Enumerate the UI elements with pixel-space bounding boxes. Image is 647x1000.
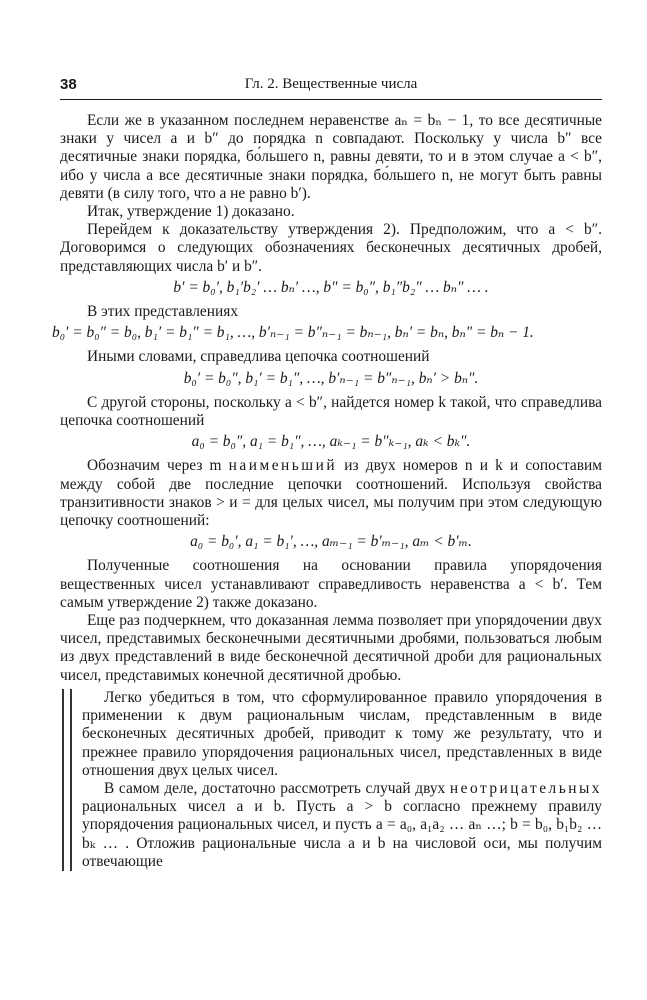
- text-run: Обозначим через m: [87, 457, 229, 475]
- paragraph: Еще раз подчеркнем, что доказанная лемма позволяет при упорядочении двух чисел, представимых бесконечными десятичными дробями, пользоваться любым из двух представлений в виде бесконечной десятичной дроби для рациональных чисел, представимых конечной десятичной дробью.: [60, 612, 602, 684]
- paragraph: Перейдем к доказательству утверждения 2). Предположим, что a < b″. Договоримся о следующих обозначениях бесконечных десятичных дробей, представляющих числа b′ и b″.: [60, 221, 602, 275]
- emphasized-word: наименьший: [228, 457, 338, 475]
- formula: a₀ = b₀″, a₁ = b₁″, …, aₖ₋₁ = b″ₖ₋₁, aₖ < bₖ″.: [191, 433, 471, 451]
- text-run: рациональных чисел a и b. Пусть a > b согласно прежнему правилу упорядочения рациональных чисел, и пусть a = a₀, a₁a₂ … aₙ …; b = b₀, b₁b₂ … bₖ … . Отложив рациональные числа a и b на числовой оси, мы получим отвечающие: [82, 798, 602, 870]
- paragraph: [60, 457, 602, 530]
- header-rule: [60, 99, 602, 100]
- text-run: из двух номеров n и k и сопоставим между собой две последние цепочки соотношений. Используя свойства транзитивности знаков > и = для целых чисел, мы получим при этом следующую цепочку соотношений:: [60, 457, 602, 530]
- small-print-marker: [62, 689, 72, 871]
- formula: b′ = b₀′, b₁′b₂′ … bₙ′ …, b″ = b₀″, b₁″b₂″ … bₙ″ … .: [173, 278, 489, 296]
- emphasized-word: неотрицательных: [449, 779, 602, 797]
- page-number: 38: [60, 76, 77, 93]
- formula: a₀ = b₀′, a₁ = b₁′, …, aₘ₋₁ = b′ₘ₋₁, aₘ < b′ₘ.: [190, 533, 472, 551]
- page-body: [52, 112, 602, 871]
- formula: b₀′ = b₀″, b₁′ = b₁″, …, b′ₙ₋₁ = b″ₙ₋₁, bₙ′ > bₙ″.: [183, 369, 479, 387]
- small-print-paragraph: Легко убедиться в том, что сформулированное правило упорядочения в применении к двум рациональным числам, представленным в виде бесконечных десятичных дробей, приводит к тому же результату, что и прежнее правило упорядочения рациональных чисел, представленных в виде отношения двух целых чисел.: [82, 688, 602, 779]
- chapter-title: Гл. 2. Вещественные числа: [244, 76, 418, 92]
- running-header: [60, 74, 602, 96]
- paragraph: Полученные соотношения на основании правила упорядочения вещественных чисел устанавливают справедливость неравенства a < b′. Тем самым утверждение 2) также доказано.: [60, 557, 602, 611]
- small-print-paragraph: [82, 780, 602, 871]
- small-print-section: [60, 689, 602, 871]
- paragraph: С другой стороны, поскольку a < b″, найдется номер k такой, что справедлива цепочка соотношений: [60, 393, 602, 430]
- text-run: В самом деле, достаточно рассмотреть случай двух: [104, 779, 450, 797]
- paragraph: Если же в указанном последнем неравенстве aₙ = bₙ − 1, то все десятичные знаки у чисел a и b″ до порядка n совпадают. Поскольку у числа b″ все десятичные знаки порядка, бо́льшего n, равны девяти, то и в этом случае a < b″, ибо у числа a все десятичные знаки порядка, бо́льшего n, не могут быть равны девяти (в силу того, что a не равно b′).: [60, 112, 602, 202]
- paragraph: В этих представлениях: [87, 303, 239, 321]
- formula: b₀′ = b₀″ = b₀, b₁′ = b₁″ = b₁, …, b′ₙ₋₁ = b″ₙ₋₁ = bₙ₋₁, bₙ′ = bₙ, bₙ″ = bₙ − 1.: [52, 324, 534, 342]
- paragraph: Итак, утверждение 1) доказано.: [87, 203, 295, 221]
- paragraph: Иными словами, справедлива цепочка соотношений: [87, 348, 430, 366]
